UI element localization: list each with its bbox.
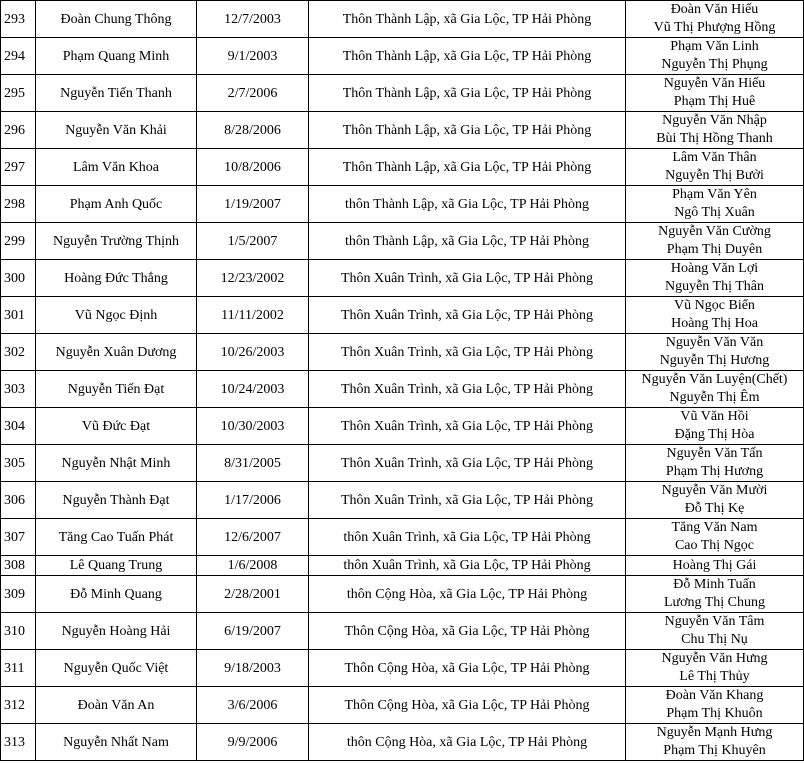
full-name: Lê Quang Trung	[36, 556, 197, 576]
full-name: Nguyễn Văn Khải	[36, 112, 197, 149]
mother-name: Nguyễn Thị Thân	[664, 279, 765, 294]
table-row	[1, 613, 804, 650]
birth-date: 3/6/2006	[197, 687, 309, 724]
parents-cell	[626, 223, 804, 260]
father-name: Phạm Văn Yên	[672, 187, 757, 202]
address: thôn Cộng Hòa, xã Gia Lộc, TP Hải Phòng	[309, 724, 626, 761]
table-row	[1, 38, 804, 75]
full-name: Hoàng Đức Thắng	[36, 260, 197, 297]
full-name: Nguyễn Tiến Thanh	[36, 75, 197, 112]
full-name: Nguyễn Thành Đạt	[36, 482, 197, 519]
father-name: Nguyễn Văn Tâm	[664, 614, 765, 629]
parents-cell	[626, 613, 804, 650]
table-row	[1, 556, 804, 576]
row-number: 305	[1, 445, 36, 482]
father-name: Nguyễn Văn Nhập	[662, 113, 767, 128]
parents-cell	[626, 186, 804, 223]
father-name: Tăng Văn Nam	[671, 520, 758, 535]
father-name: Nguyễn Văn Tấn	[666, 446, 763, 461]
table-row	[1, 223, 804, 260]
birth-date: 1/19/2007	[197, 186, 309, 223]
parents-cell	[626, 260, 804, 297]
mother-name: Phạm Thị Khuyên	[663, 743, 766, 758]
address: Thôn Thành Lập, xã Gia Lộc, TP Hải Phòng	[309, 1, 626, 38]
full-name: Nguyễn Hoàng Hải	[36, 613, 197, 650]
birth-date: 1/6/2008	[197, 556, 309, 576]
address: Thôn Cộng Hòa, xã Gia Lộc, TP Hải Phòng	[309, 650, 626, 687]
row-number: 311	[1, 650, 36, 687]
birth-date: 8/28/2006	[197, 112, 309, 149]
address: Thôn Xuân Trình, xã Gia Lộc, TP Hải Phòng	[309, 260, 626, 297]
father-name: Vũ Văn Hồi	[680, 409, 749, 424]
table-row	[1, 112, 804, 149]
address: Thôn Xuân Trình, xã Gia Lộc, TP Hải Phòng	[309, 297, 626, 334]
address: Thôn Xuân Trình, xã Gia Lộc, TP Hải Phòng	[309, 334, 626, 371]
mother-name: Chu Thị Nụ	[681, 632, 748, 647]
parents-cell	[626, 576, 804, 613]
father-name: Nguyễn Văn Mười	[661, 483, 768, 498]
address: Thôn Cộng Hòa, xã Gia Lộc, TP Hải Phòng	[309, 687, 626, 724]
father-name: Đỗ Minh Tuấn	[673, 577, 756, 592]
table-row	[1, 687, 804, 724]
row-number: 310	[1, 613, 36, 650]
row-number: 304	[1, 408, 36, 445]
table-row	[1, 408, 804, 445]
full-name: Lâm Văn Khoa	[36, 149, 197, 186]
birth-date: 8/31/2005	[197, 445, 309, 482]
father-name: Hoàng Văn Lợi	[670, 261, 759, 276]
father-name: Vũ Ngọc Biển	[674, 298, 755, 313]
father-name: Đoàn Văn Khang	[665, 688, 764, 703]
father-name: Nguyễn Văn Hưng	[661, 651, 768, 666]
address: Thôn Thành Lập, xã Gia Lộc, TP Hải Phòng	[309, 149, 626, 186]
father-name: Lâm Văn Thân	[672, 150, 757, 165]
row-number: 313	[1, 724, 36, 761]
row-number: 296	[1, 112, 36, 149]
table-row	[1, 482, 804, 519]
parents-cell	[626, 408, 804, 445]
address: thôn Cộng Hòa, xã Gia Lộc, TP Hải Phòng	[309, 576, 626, 613]
full-name: Nguyễn Nhật Minh	[36, 445, 197, 482]
address: Thôn Xuân Trình, xã Gia Lộc, TP Hải Phòng	[309, 445, 626, 482]
birth-date: 2/7/2006	[197, 75, 309, 112]
parents-cell	[626, 724, 804, 761]
address: thôn Xuân Trình, xã Gia Lộc, TP Hải Phòng	[309, 519, 626, 556]
birth-date: 1/17/2006	[197, 482, 309, 519]
table-row	[1, 334, 804, 371]
full-name: Đoàn Chung Thông	[36, 1, 197, 38]
mother-name: Bùi Thị Hồng Thanh	[656, 131, 773, 146]
mother-name: Nguyễn Thị Bưởi	[665, 168, 764, 183]
birth-date: 2/28/2001	[197, 576, 309, 613]
table-row	[1, 186, 804, 223]
row-number: 293	[1, 1, 36, 38]
birth-date: 9/18/2003	[197, 650, 309, 687]
mother-name: Nguyễn Thị Phụng	[661, 57, 768, 72]
table-row	[1, 75, 804, 112]
row-number: 297	[1, 149, 36, 186]
table-row	[1, 650, 804, 687]
address: Thôn Cộng Hòa, xã Gia Lộc, TP Hải Phòng	[309, 613, 626, 650]
table-row	[1, 260, 804, 297]
parents-cell	[626, 38, 804, 75]
row-number: 307	[1, 519, 36, 556]
full-name: Đoàn Văn An	[36, 687, 197, 724]
row-number: 301	[1, 297, 36, 334]
mother-name: Đỗ Thị Kẹ	[684, 501, 745, 516]
mother-name: Lê Thị Thủy	[679, 669, 750, 684]
parents-cell	[626, 482, 804, 519]
father-name: Đoàn Văn Hiếu	[670, 2, 759, 17]
mother-name: Nguyễn Thị Hương	[659, 353, 770, 368]
address: Thôn Thành Lập, xã Gia Lộc, TP Hải Phòng	[309, 75, 626, 112]
parents-cell	[626, 556, 804, 576]
parents-cell	[626, 445, 804, 482]
row-number: 299	[1, 223, 36, 260]
row-number: 309	[1, 576, 36, 613]
mother-name: Phạm Thị Duyên	[666, 242, 763, 257]
row-number: 294	[1, 38, 36, 75]
address: Thôn Thành Lập, xã Gia Lộc, TP Hải Phòng	[309, 112, 626, 149]
row-number: 303	[1, 371, 36, 408]
birth-date: 10/24/2003	[197, 371, 309, 408]
full-name: Phạm Anh Quốc	[36, 186, 197, 223]
mother-name: Đặng Thị Hòa	[674, 427, 755, 442]
full-name: Nguyễn Quốc Việt	[36, 650, 197, 687]
mother-name: Lương Thị Chung	[663, 595, 766, 610]
father-name: Nguyễn Mạnh Hưng	[656, 725, 773, 740]
full-name: Nguyễn Tiến Đạt	[36, 371, 197, 408]
full-name: Vũ Ngọc Định	[36, 297, 197, 334]
parents-cell	[626, 1, 804, 38]
mother-name: Ngô Thị Xuân	[674, 205, 755, 220]
table-row	[1, 445, 804, 482]
mother-name: Phạm Thị Khuôn	[666, 706, 763, 721]
address: Thôn Xuân Trình, xã Gia Lộc, TP Hải Phòng	[309, 482, 626, 519]
row-number: 306	[1, 482, 36, 519]
father-name: Phạm Văn Linh	[670, 39, 759, 54]
mother-name: Vũ Thị Phượng Hồng	[653, 20, 776, 35]
full-name: Đỗ Minh Quang	[36, 576, 197, 613]
row-number: 298	[1, 186, 36, 223]
full-name: Vũ Đức Đạt	[36, 408, 197, 445]
mother-name: Cao Thị Ngọc	[674, 538, 755, 553]
table-row	[1, 519, 804, 556]
row-number: 308	[1, 556, 36, 576]
mother-name: Phạm Thị Huê	[673, 94, 756, 109]
row-number: 295	[1, 75, 36, 112]
full-name: Nguyễn Xuân Dương	[36, 334, 197, 371]
parents-cell	[626, 334, 804, 371]
birth-date: 11/11/2002	[197, 297, 309, 334]
full-name: Nguyễn Nhất Nam	[36, 724, 197, 761]
table-row	[1, 297, 804, 334]
table-row	[1, 1, 804, 38]
birth-date: 9/1/2003	[197, 38, 309, 75]
parents-cell	[626, 149, 804, 186]
mother-name: Phạm Thị Hương	[665, 464, 764, 479]
address: thôn Xuân Trình, xã Gia Lộc, TP Hải Phòng	[309, 556, 626, 576]
row-number: 312	[1, 687, 36, 724]
table-row	[1, 724, 804, 761]
row-number: 302	[1, 334, 36, 371]
parents-cell	[626, 519, 804, 556]
parents-cell	[626, 75, 804, 112]
father-name: Nguyễn Văn Hiếu	[663, 76, 766, 91]
address: Thôn Xuân Trình, xã Gia Lộc, TP Hải Phòng	[309, 408, 626, 445]
birth-date: 12/23/2002	[197, 260, 309, 297]
father-name: Hoàng Thị Gái	[672, 558, 757, 573]
father-name: Nguyễn Văn Văn	[665, 335, 764, 350]
birth-date: 10/8/2006	[197, 149, 309, 186]
parents-cell	[626, 112, 804, 149]
parents-cell	[626, 371, 804, 408]
mother-name: Hoàng Thị Hoa	[671, 316, 758, 331]
address: Thôn Xuân Trình, xã Gia Lộc, TP Hải Phòng	[309, 371, 626, 408]
parents-cell	[626, 650, 804, 687]
birth-date: 1/5/2007	[197, 223, 309, 260]
table-row	[1, 576, 804, 613]
father-name: Nguyễn Văn Cường	[658, 224, 771, 239]
address: thôn Thành Lập, xã Gia Lộc, TP Hải Phòng	[309, 223, 626, 260]
birth-date: 6/19/2007	[197, 613, 309, 650]
full-name: Phạm Quang Minh	[36, 38, 197, 75]
row-number: 300	[1, 260, 36, 297]
roster-body	[1, 1, 804, 761]
mother-name: Nguyễn Thị Êm	[669, 390, 760, 405]
table-row	[1, 371, 804, 408]
birth-date: 12/6/2007	[197, 519, 309, 556]
birth-date: 10/30/2003	[197, 408, 309, 445]
address: Thôn Thành Lập, xã Gia Lộc, TP Hải Phòng	[309, 38, 626, 75]
parents-cell	[626, 297, 804, 334]
parents-cell	[626, 687, 804, 724]
table-row	[1, 149, 804, 186]
full-name: Tăng Cao Tuấn Phát	[36, 519, 197, 556]
birth-date: 10/26/2003	[197, 334, 309, 371]
birth-date: 12/7/2003	[197, 1, 309, 38]
father-name: Nguyễn Văn Luyện(Chết)	[641, 372, 788, 387]
address: thôn Thành Lập, xã Gia Lộc, TP Hải Phòng	[309, 186, 626, 223]
birth-date: 9/9/2006	[197, 724, 309, 761]
full-name: Nguyễn Trường Thịnh	[36, 223, 197, 260]
